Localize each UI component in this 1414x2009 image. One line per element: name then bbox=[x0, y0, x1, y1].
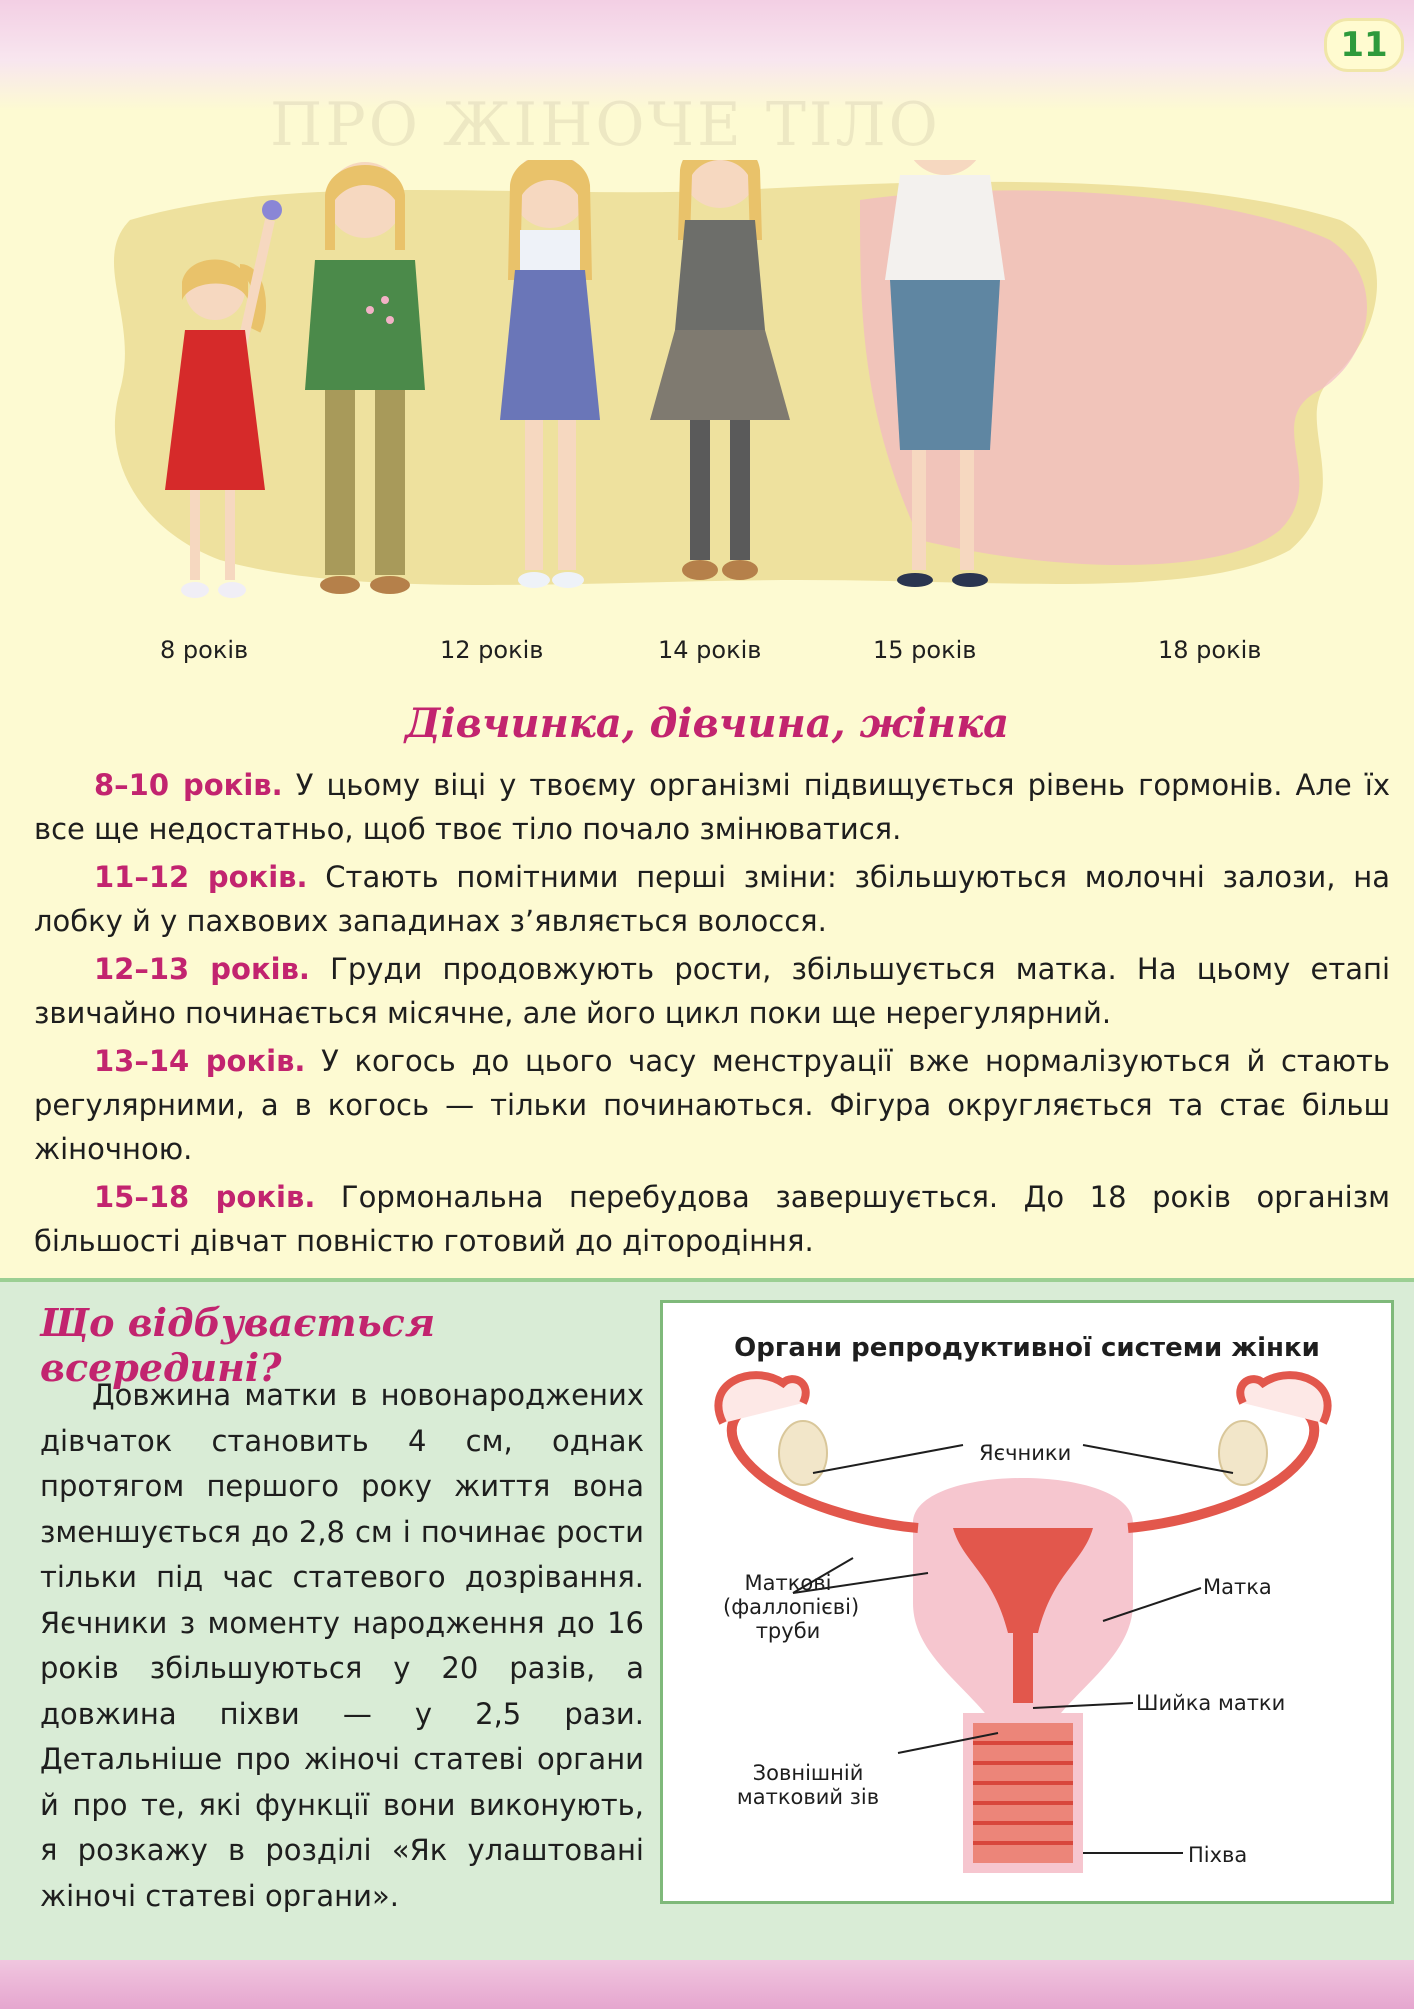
age-range: 15–18 років. bbox=[94, 1180, 316, 1214]
age-label-8: 8 років bbox=[160, 636, 249, 664]
paragraph-text: У когось до цього часу менструації вже нормалізуються й стають регулярними, а в когось — тільки починаються. Фігура округляється та стає більш жіночною. bbox=[34, 1044, 1390, 1166]
label-fallopian-tubes bbox=[723, 1571, 860, 1643]
info-box-text: Довжина матки в новонароджених дівчаток становить 4 см, однак протягом першого року життя вона зменшується до 2,8 см і починає рости тільки під час статевого дозрівання. Яєчники з моменту народження до 16 років збільшуються у 20 разів, а довжина піхви — у 2,5 рази. Детальніше про жіночі статеві органи й про те, які функції вони виконують, я розкажу в розділі «Як улаштовані жіночі статеві органи». bbox=[40, 1378, 644, 1913]
page-number: 11 bbox=[1324, 18, 1404, 72]
paragraph-text: У цьому віці у твоєму організмі підвищується рівень гормонів. Але їх все ще недостатньо, щоб твоє тіло почало змінюватися. bbox=[34, 768, 1390, 846]
age-range: 11–12 років. bbox=[94, 860, 308, 894]
right-ovary bbox=[1219, 1421, 1267, 1485]
paragraph-8-10 bbox=[34, 763, 1390, 851]
paragraph-12-13 bbox=[34, 947, 1390, 1035]
reproductive-diagram bbox=[660, 1300, 1394, 1904]
left-ovary bbox=[779, 1421, 827, 1485]
cervical-canal bbox=[1013, 1633, 1033, 1703]
label-ovaries: Яєчники bbox=[979, 1441, 1072, 1465]
paragraph-text: Груди продовжують рости, збільшується матка. На цьому етапі звичайно починається місячне, але його цикл поки ще нерегулярний. bbox=[34, 952, 1391, 1030]
paragraph-text: Гормональна перебудова завершується. До 18 років організм більшості дівчат повністю готовий до дітородіння. bbox=[34, 1180, 1390, 1258]
age-progression-illustration bbox=[100, 160, 1400, 630]
paragraph-text: Стають помітними перші зміни: збільшуються молочні залози, на лобку й у пахвових западинах з’являється волосся. bbox=[34, 860, 1390, 938]
age-label-14: 14 років bbox=[658, 636, 762, 664]
age-label-15: 15 років bbox=[873, 636, 977, 664]
info-box-heading: Що відбувається всередині? bbox=[40, 1300, 436, 1390]
label-cervix: Шийка матки bbox=[1136, 1691, 1286, 1715]
label-line: труби bbox=[755, 1619, 821, 1643]
right-fimbriae bbox=[1240, 1375, 1327, 1423]
label-line: Зовнішній bbox=[752, 1761, 864, 1785]
label-line: Маткові bbox=[744, 1571, 832, 1595]
age-range: 8–10 років. bbox=[94, 768, 283, 802]
age-range: 12–13 років. bbox=[94, 952, 310, 986]
age-label-18: 18 років bbox=[1158, 636, 1262, 664]
bleed-through-text: ПРО ЖІНОЧЕ ТІЛО bbox=[270, 90, 941, 160]
label-uterus: Матка bbox=[1203, 1575, 1272, 1599]
paragraph-13-14 bbox=[34, 1039, 1390, 1171]
diagram-title: Органи репродуктивної системи жінки bbox=[734, 1333, 1320, 1363]
left-fimbriae bbox=[718, 1375, 805, 1423]
age-range: 13–14 років. bbox=[94, 1044, 306, 1078]
bottom-decorative-band bbox=[0, 1960, 1414, 2009]
section-heading: Дівчинка, дівчина, жінка bbox=[404, 700, 1010, 747]
label-line: матковий зів bbox=[736, 1785, 880, 1809]
paragraph-11-12 bbox=[34, 855, 1390, 943]
label-external-os bbox=[723, 1761, 893, 1809]
paragraph-15-18 bbox=[34, 1175, 1390, 1263]
age-label-12: 12 років bbox=[440, 636, 544, 664]
label-vagina: Піхва bbox=[1188, 1843, 1248, 1867]
label-line: (фаллопієві) bbox=[723, 1595, 860, 1619]
